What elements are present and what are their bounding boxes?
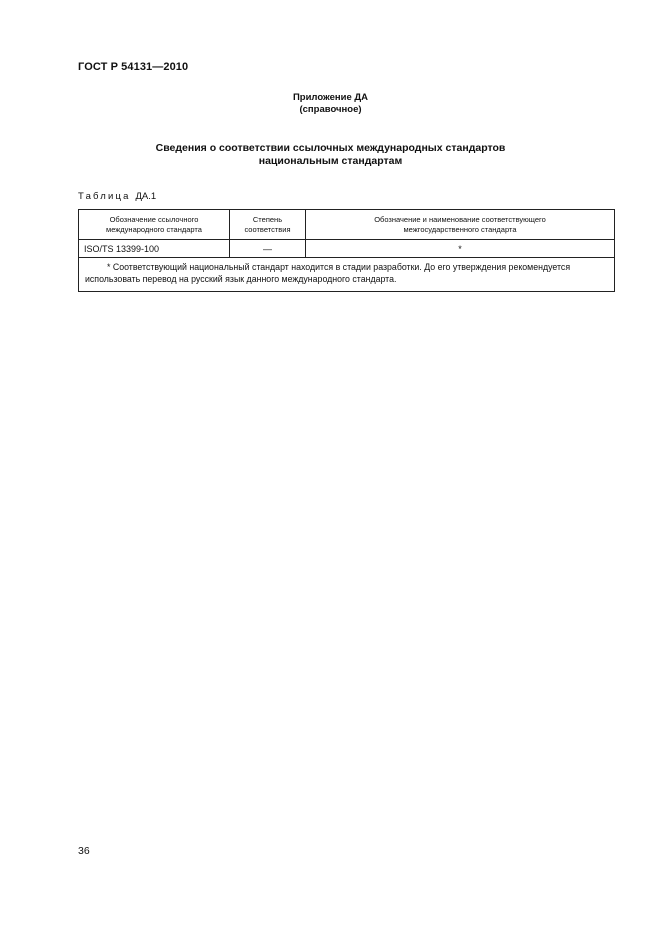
correspondence-table-container — [78, 209, 614, 292]
document-standard-id: ГОСТ Р 54131—2010 — [78, 61, 189, 73]
table-header-row — [79, 210, 615, 240]
section-title-line-2: национальным стандартам — [258, 155, 403, 167]
correspondence-table — [78, 209, 615, 292]
table-row — [79, 240, 615, 258]
table-caption — [78, 191, 156, 202]
header-international-standard: Обозначение ссылочного международного стандарта — [79, 210, 230, 240]
page-number: 36 — [78, 845, 90, 857]
annex-title: Приложение ДА — [292, 92, 369, 103]
table-caption-number: ДА.1 — [135, 191, 157, 202]
cell-degree-of-correspondence: — — [230, 240, 306, 258]
table-footnote: * Соответствующий национальный стандарт находится в стадии разработки. До его утверждения рекомендуется использовать перевод на русский язык данного международного стандарта. — [85, 262, 571, 284]
annex-heading — [0, 92, 661, 116]
header-national-standard: Обозначение и наименование соответствующего межгосударственного стандарта — [306, 210, 615, 240]
annex-status: (справочное) — [299, 104, 362, 115]
table-note-cell — [79, 258, 615, 292]
section-title-line-1: Сведения о соответствии ссылочных международных стандартов — [155, 142, 506, 154]
table-note-row — [79, 258, 615, 292]
table-caption-word: Таблица — [78, 191, 131, 202]
section-title — [0, 142, 661, 168]
cell-national-standard: * — [306, 240, 615, 258]
cell-international-standard: ISO/TS 13399-100 — [79, 240, 230, 258]
header-degree-of-correspondence: Степень соответствия — [230, 210, 306, 240]
